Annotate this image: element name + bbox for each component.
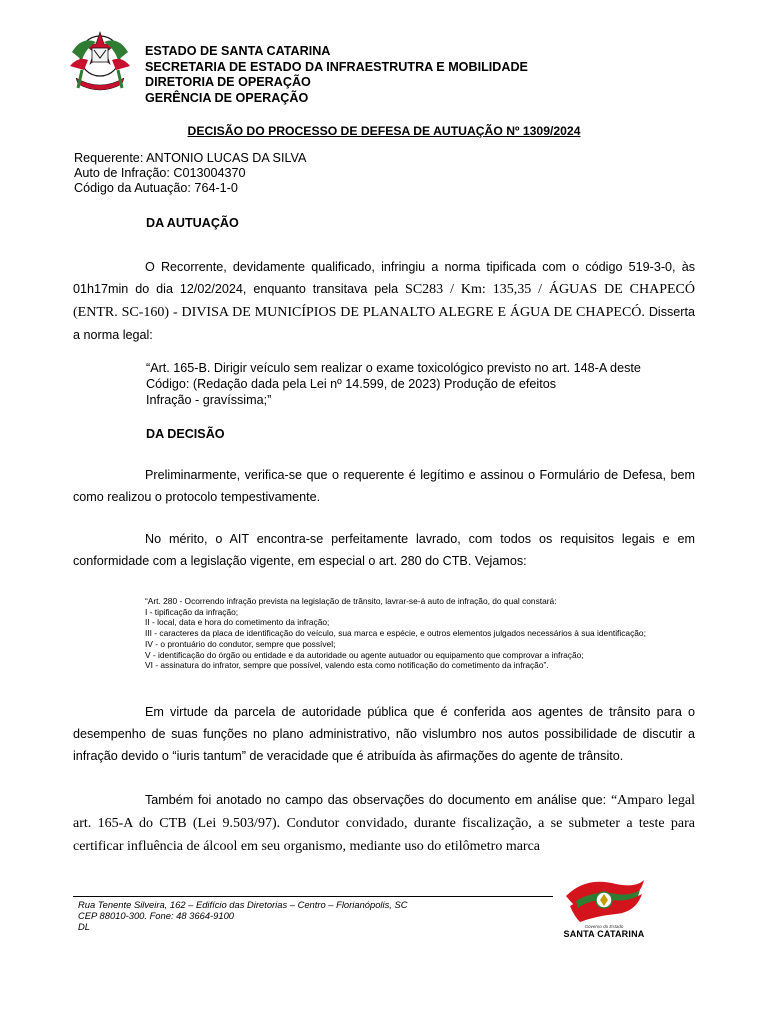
- paragraph-preliminar-text: Preliminarmente, verifica-se que o requerente é legítimo e assinou o Formulário de Defesa, bem como realizou o protocolo tempestivamente.: [73, 468, 695, 504]
- quote-line: VI - assinatura do infrator, sempre que possível, valendo esta como notificação do cometimento da infração”.: [145, 660, 549, 671]
- paragraph-autuacao-location: SC283 / Km: 135,35 / ÁGUAS DE CHAPECÓ (ENTR. SC-160) - DIVISA DE MUNICÍPIOS DE PLANALTO ALEGRE E ÁGUA DE CHAPECÓ.: [73, 282, 695, 320]
- paragraph-merito: [73, 528, 695, 572]
- paragraph-merito-text: No mérito, o AIT encontra-se perfeitamente lavrado, com todos os requisitos legais e em conformidade com a legislação vigente, em especial o art. 280 do CTB. Vejamos:: [73, 532, 695, 568]
- quote-line: “Art. 280 - Ocorrendo infração prevista na legislação de trânsito, lavrar-se-á auto de infração, do qual constará:: [145, 596, 557, 606]
- document-title: DECISÃO DO PROCESSO DE DEFESA DE AUTUAÇÃO Nº 1309/2024: [187, 124, 581, 138]
- quote-line: IV - o prontuário do condutor, sempre que possível;: [145, 638, 336, 649]
- logo-subtitle: Governo do Estado: [584, 924, 624, 929]
- header-line-management: GERÊNCIA DE OPERAÇÃO: [145, 90, 309, 105]
- heading-da-autuacao: DA AUTUAÇÃO: [146, 216, 239, 230]
- header-line-secretariat: SECRETARIA DE ESTADO DA INFRAESTRUTRA E MOBILIDADE: [145, 59, 528, 74]
- heading-da-decisao: DA DECISÃO: [146, 427, 225, 441]
- quote-line: V - identificação do órgão ou entidade e da autoridade ou agente autuador ou equipamento que comprovar a infração;: [145, 649, 584, 660]
- quote-line: “Art. 165-B. Dirigir veículo sem realizar o exame toxicológico previsto no art. 148-A deste: [146, 361, 641, 375]
- paragraph-autuacao-text-a: O Recorrente, devidamente qualificado, infringiu a norma tipificada com o código 519-3-0, às 01h17min do dia 12/02/2024, enquanto transitava pela: [73, 260, 695, 296]
- footer-address: [78, 899, 408, 932]
- paragraph-preliminar: [73, 464, 695, 508]
- auto-de-infracao: Auto de Infração: C013004370: [74, 166, 246, 180]
- case-info: [74, 151, 306, 196]
- paragraph-observacoes: [73, 789, 695, 858]
- quote-line: Código: (Redação dada pela Lei nº 14.599, de 2023) Produção de efeitos: [146, 377, 556, 391]
- quote-art-165b: [146, 360, 694, 408]
- paragraph-observacoes-text-a: Também foi anotado no campo das observações do documento em análise que:: [145, 793, 611, 807]
- quote-line: Infração - gravíssima;”: [146, 393, 272, 407]
- paragraph-autuacao-text-c: Disserta a norma legal:: [73, 305, 696, 342]
- quote-line: I - tipificação da infração;: [145, 606, 239, 617]
- paragraph-autoridade-text: Em virtude da parcela de autoridade pública que é conferida aos agentes de trânsito para o desempenho de suas funções no plano administrativo, não vislumbro nos autos possibilidade de discutir a infração devido o “iuris tantum” de veracidade que é atribuída às afirmações do agente de trânsito.: [73, 705, 695, 763]
- footer-street: Rua Tenente Silveira, 162 – Edifício das Diretorias – Centro – Florianópolis, SC: [78, 899, 408, 910]
- logo-label: SANTA CATARINA: [563, 929, 645, 939]
- footer-divider: [73, 896, 553, 897]
- quote-line: III - caracteres da placa de identificação do veículo, sua marca e espécie, e outros elementos julgados necessários à sua identificação;: [145, 628, 646, 639]
- header-line-state: ESTADO DE SANTA CATARINA: [145, 44, 331, 58]
- requerente: Requerente: ANTONIO LUCAS DA SILVA: [74, 151, 307, 165]
- quote-art-280: [145, 596, 695, 671]
- footer-contact: CEP 88010-300. Fone: 48 3664-9100: [78, 910, 235, 921]
- header-line-directorate: DIRETORIA DE OPERAÇÃO: [145, 75, 311, 89]
- letterhead: [145, 44, 528, 106]
- footer-initials: DL: [78, 921, 90, 932]
- codigo-da-autuacao: Código da Autuação: 764-1-0: [74, 181, 238, 195]
- quote-line: II - local, data e hora do cometimento da infração;: [145, 617, 330, 628]
- state-coat-of-arms-icon: [64, 26, 136, 98]
- paragraph-autoridade: [73, 701, 695, 767]
- paragraph-autuacao: [73, 256, 695, 346]
- paragraph-observacoes-quote: “Amparo legal art. 165-A do CTB (Lei 9.503/97). Condutor convidado, durante fiscalização, a se submeter a teste para certificar influência de álcool em seu organismo, mediante uso do etilômetro marca: [73, 793, 696, 854]
